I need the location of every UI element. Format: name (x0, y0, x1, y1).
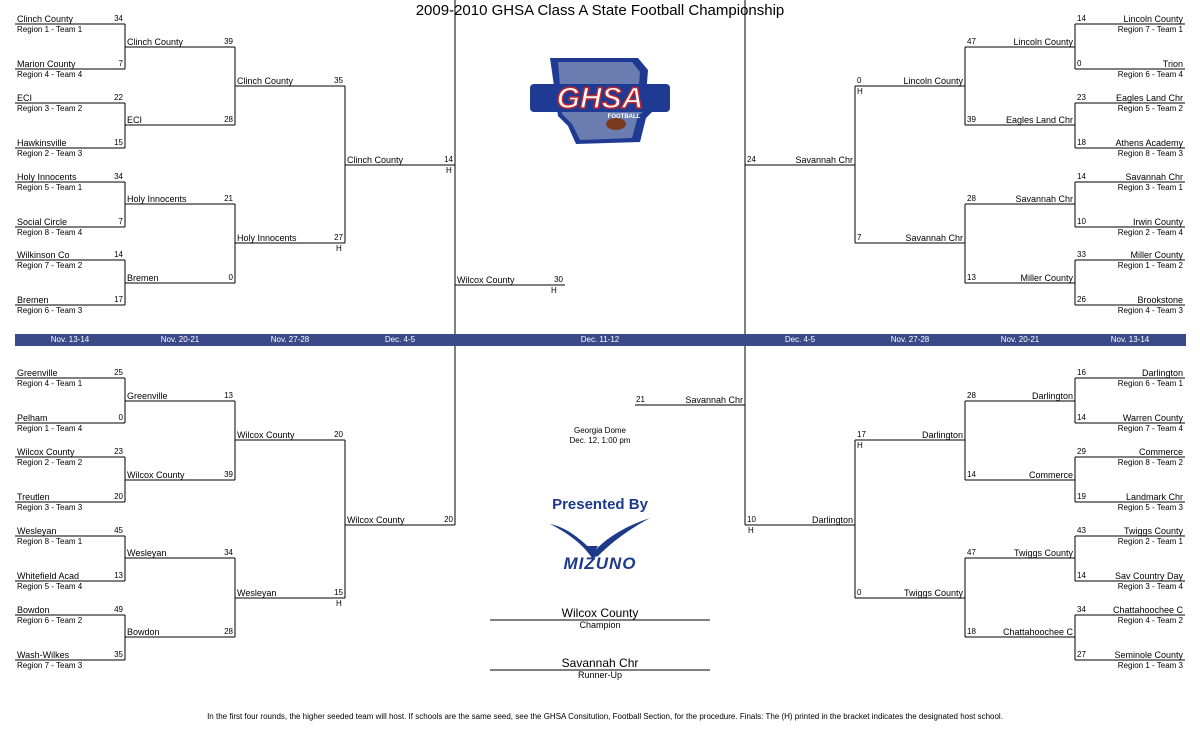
presented-by-text: Presented By (552, 496, 648, 513)
team-name: Wilcox County (457, 275, 515, 285)
score: 7 (118, 59, 123, 68)
team-name: ECI (17, 93, 33, 103)
seed-label: Region 5 - Team 3 (1117, 503, 1183, 512)
score: 18 (1077, 138, 1086, 147)
score: 39 (224, 470, 233, 479)
team-name: Lincoln County (903, 76, 963, 86)
team-name: ECI (127, 115, 143, 125)
team-name: Pelham (17, 413, 48, 423)
team-name: Savannah Chr (795, 155, 853, 165)
team-name: Trion (1162, 59, 1183, 69)
seed-label: Region 2 - Team 4 (1117, 228, 1183, 237)
score: 43 (1077, 526, 1086, 535)
host-marker: H (336, 599, 342, 608)
score: 35 (334, 76, 343, 85)
seed-label: Region 7 - Team 3 (17, 661, 83, 670)
score: 34 (224, 548, 233, 557)
date-right-r4: Dec. 4-5 (784, 335, 816, 344)
team-name: Social Circle (17, 217, 68, 227)
seed-label: Region 4 - Team 3 (1117, 306, 1183, 315)
team-name: Treutlen (17, 492, 50, 502)
score: 45 (114, 526, 123, 535)
team-name: Wilkinson Co (17, 250, 70, 260)
ghsa-logo-text: GHSA (556, 82, 644, 115)
score: 25 (114, 368, 123, 377)
team-name: Bowdon (17, 605, 50, 615)
score: 23 (114, 447, 123, 456)
team-name: Commerce (1138, 447, 1183, 457)
team-name: Darlington (921, 430, 963, 440)
date-left-r1: Nov. 13-14 (50, 335, 90, 344)
team-name: Twiggs County (1123, 526, 1183, 536)
seed-label: Region 3 - Team 1 (1117, 183, 1183, 192)
team-name: Savannah Chr (685, 395, 743, 405)
venue-date: Dec. 12, 1:00 pm (569, 436, 631, 445)
host-marker: H (857, 441, 863, 450)
runner-up-team: Savannah Chr (561, 656, 639, 670)
score: 0 (228, 273, 233, 282)
ghsa-logo-graphic (528, 56, 673, 146)
score: 20 (114, 492, 123, 501)
team-name: Eagles Land Chr (1005, 115, 1073, 125)
score: 15 (114, 138, 123, 147)
team-name: Wilcox County (17, 447, 75, 457)
seed-label: Region 3 - Team 3 (17, 503, 83, 512)
seed-label: Region 8 - Team 4 (17, 228, 83, 237)
team-name: Darlington (1031, 391, 1073, 401)
team-name: Bremen (17, 295, 49, 305)
team-name: Holy Innocents (237, 233, 297, 243)
date-right-r1: Nov. 13-14 (1110, 335, 1150, 344)
team-name: Chattahoochee C (1112, 605, 1183, 615)
team-name: Landmark Chr (1125, 492, 1183, 502)
score: 16 (1077, 368, 1086, 377)
team-name: Wash-Wilkes (17, 650, 70, 660)
score: 17 (114, 295, 123, 304)
host-marker: H (748, 526, 754, 535)
seed-label: Region 8 - Team 3 (1117, 149, 1183, 158)
team-name: Wilcox County (237, 430, 295, 440)
team-name: Greenville (17, 368, 58, 378)
team-name: Lincoln County (1013, 37, 1073, 47)
team-name: Wesleyan (237, 588, 277, 598)
mizuno-logo (540, 496, 660, 576)
date-center: Dec. 11-12 (580, 335, 620, 344)
score: 0 (857, 588, 862, 597)
team-name: Hawkinsville (17, 138, 67, 148)
team-name: Savannah Chr (1125, 172, 1183, 182)
seed-label: Region 2 - Team 2 (17, 458, 83, 467)
seed-label: Region 5 - Team 4 (17, 582, 83, 591)
score: 30 (554, 275, 563, 284)
team-name: Marion County (17, 59, 76, 69)
team-name: Twiggs County (903, 588, 963, 598)
team-name: Miller County (1130, 250, 1183, 260)
team-name: Irwin County (1132, 217, 1183, 227)
team-name: Clinch County (237, 76, 294, 86)
score: 14 (1077, 172, 1086, 181)
host-marker: H (551, 286, 557, 295)
host-marker: H (446, 166, 452, 175)
seed-label: Region 4 - Team 1 (17, 379, 83, 388)
score: 28 (967, 391, 976, 400)
team-name: Chattahoochee C (1002, 627, 1073, 637)
score: 39 (967, 115, 976, 124)
seed-label: Region 7 - Team 2 (17, 261, 83, 270)
team-name: Wesleyan (17, 526, 57, 536)
score: 0 (857, 76, 862, 85)
runner-up-label: Runner-Up (577, 670, 623, 680)
score: 14 (1077, 413, 1086, 422)
score: 22 (114, 93, 123, 102)
venue-name: Georgia Dome (573, 426, 627, 435)
score: 35 (114, 650, 123, 659)
team-name: Darlington (811, 515, 853, 525)
score: 0 (118, 413, 123, 422)
score: 14 (1077, 14, 1086, 23)
score: 13 (224, 391, 233, 400)
team-name: Sav Country Day (1114, 571, 1183, 581)
team-name: Miller County (1020, 273, 1073, 283)
score: 28 (224, 627, 233, 636)
seed-label: Region 2 - Team 3 (17, 149, 83, 158)
score: 13 (114, 571, 123, 580)
score: 33 (1077, 250, 1086, 259)
team-name: Seminole County (1114, 650, 1183, 660)
score: 18 (967, 627, 976, 636)
seed-label: Region 4 - Team 2 (1117, 616, 1183, 625)
venue (540, 426, 660, 446)
score: 28 (224, 115, 233, 124)
score: 7 (857, 233, 862, 242)
seed-label: Region 2 - Team 1 (1117, 537, 1183, 546)
score: 39 (224, 37, 233, 46)
date-right-r3: Nov. 27-28 (890, 335, 930, 344)
score: 21 (636, 395, 645, 404)
seed-label: Region 6 - Team 1 (1117, 379, 1183, 388)
date-left-r3: Nov. 27-28 (270, 335, 310, 344)
team-name: Bowdon (127, 627, 160, 637)
score: 49 (114, 605, 123, 614)
score: 14 (1077, 571, 1086, 580)
team-name: Holy Innocents (127, 194, 187, 204)
score: 20 (444, 515, 453, 524)
team-name: Savannah Chr (1015, 194, 1073, 204)
team-name: Athens Academy (1115, 138, 1183, 148)
seed-label: Region 5 - Team 2 (1117, 104, 1183, 113)
team-name: Eagles Land Chr (1115, 93, 1183, 103)
team-name: Commerce (1028, 470, 1073, 480)
score: 26 (1077, 295, 1086, 304)
team-name: Savannah Chr (905, 233, 963, 243)
team-name: Clinch County (17, 14, 74, 24)
team-name: Clinch County (127, 37, 184, 47)
score: 21 (224, 194, 233, 203)
score: 34 (114, 14, 123, 23)
date-left-r4: Dec. 4-5 (384, 335, 416, 344)
score: 14 (444, 155, 453, 164)
seed-label: Region 7 - Team 1 (1117, 25, 1183, 34)
seed-label: Region 4 - Team 4 (17, 70, 83, 79)
date-left-r2: Nov. 20-21 (160, 335, 200, 344)
seed-label: Region 1 - Team 1 (17, 25, 83, 34)
score: 0 (1077, 59, 1082, 68)
team-name: Wilcox County (347, 515, 405, 525)
score: 27 (1077, 650, 1086, 659)
seed-label: Region 5 - Team 1 (17, 183, 83, 192)
score: 10 (747, 515, 756, 524)
host-marker: H (336, 244, 342, 253)
score: 20 (334, 430, 343, 439)
team-name: Holy Innocents (17, 172, 77, 182)
score: 24 (747, 155, 756, 164)
ghsa-logo (528, 56, 673, 146)
score: 10 (1077, 217, 1086, 226)
score: 34 (114, 172, 123, 181)
seed-label: Region 7 - Team 4 (1117, 424, 1183, 433)
seed-label: Region 8 - Team 1 (17, 537, 83, 546)
footnote: In the first four rounds, the higher seeded team will host. If schools are the same seed, see the GHSA Consitution, Football Section, for the procedure. Finals: The (H) printed in the bracket indicates the designated host school. (207, 712, 1003, 721)
team-name: Lincoln County (1123, 14, 1183, 24)
team-name: Wilcox County (127, 470, 185, 480)
seed-label: Region 1 - Team 2 (1117, 261, 1183, 270)
ghsa-logo-subtext: FOOTBALL (607, 114, 641, 120)
score: 47 (967, 37, 976, 46)
score: 17 (857, 430, 866, 439)
seed-label: Region 3 - Team 2 (17, 104, 83, 113)
team-name: Wesleyan (127, 548, 167, 558)
team-name: Greenville (127, 391, 168, 401)
seed-label: Region 3 - Team 4 (1117, 582, 1183, 591)
team-name: Brookstone (1137, 295, 1183, 305)
score: 13 (967, 273, 976, 282)
score: 23 (1077, 93, 1086, 102)
champion-team: Wilcox County (561, 606, 639, 620)
mizuno-text: MIZUNO (563, 554, 637, 573)
score: 29 (1077, 447, 1086, 456)
champion-label: Champion (579, 620, 621, 630)
team-name: Bremen (127, 273, 159, 283)
score: 15 (334, 588, 343, 597)
seed-label: Region 6 - Team 2 (17, 616, 83, 625)
date-right-r2: Nov. 20-21 (1000, 335, 1040, 344)
seed-label: Region 6 - Team 4 (1117, 70, 1183, 79)
score: 27 (334, 233, 343, 242)
score: 19 (1077, 492, 1086, 501)
team-name: Darlington (1141, 368, 1183, 378)
score: 34 (1077, 605, 1086, 614)
score: 47 (967, 548, 976, 557)
score: 14 (114, 250, 123, 259)
score: 14 (967, 470, 976, 479)
score: 7 (118, 217, 123, 226)
seed-label: Region 8 - Team 2 (1117, 458, 1183, 467)
team-name: Whitefield Acad (17, 571, 80, 581)
seed-label: Region 1 - Team 4 (17, 424, 83, 433)
seed-label: Region 6 - Team 3 (17, 306, 83, 315)
team-name: Warren County (1122, 413, 1183, 423)
team-name: Twiggs County (1013, 548, 1073, 558)
host-marker: H (857, 87, 863, 96)
seed-label: Region 1 - Team 3 (1117, 661, 1183, 670)
team-name: Clinch County (347, 155, 404, 165)
score: 28 (967, 194, 976, 203)
page-title: 2009-2010 GHSA Class A State Football Championship (415, 2, 785, 19)
